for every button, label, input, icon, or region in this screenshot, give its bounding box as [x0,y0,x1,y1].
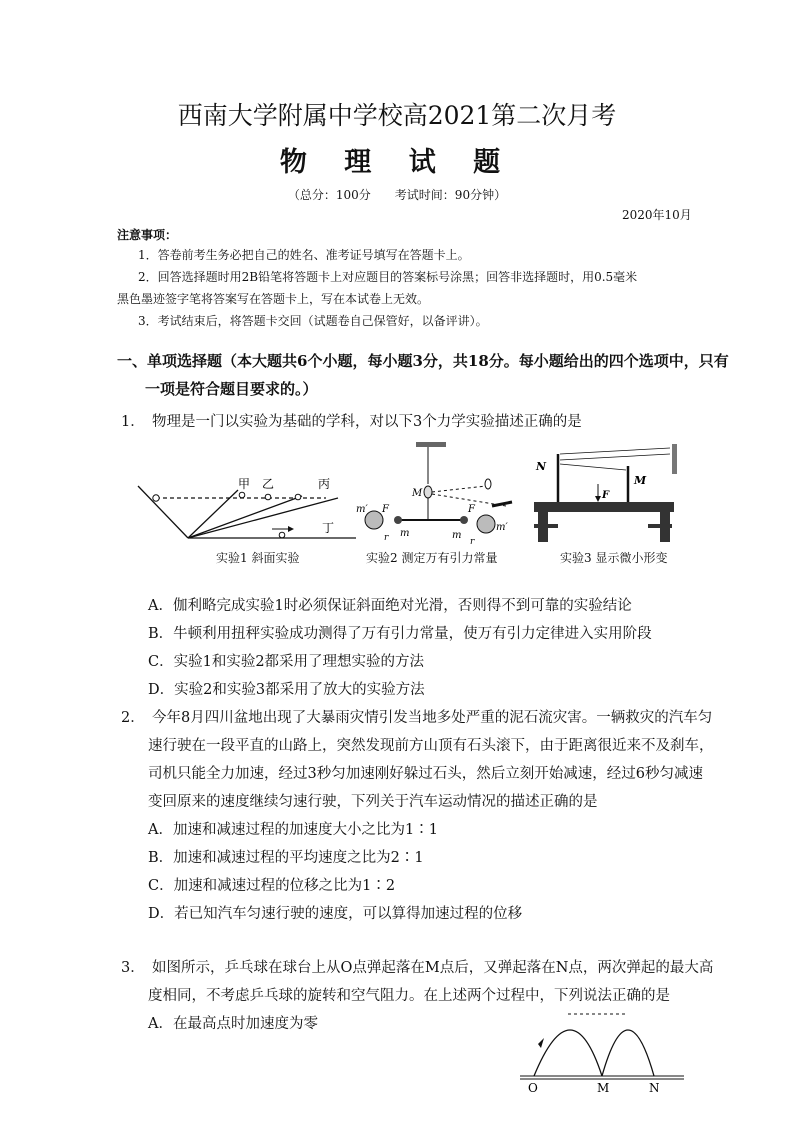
experiment-3-figure [534,444,677,542]
label-M: M [597,1081,610,1095]
label-yi: 乙 [262,477,275,491]
question-3-stem-line-1: 3． 如图所示，乒乓球在球台上从O点弹起落在M点后，又弹起落在N点，两次弹起的最大高 [121,960,714,976]
question-2-option-a: A．加速和减速过程的加速度大小之比为1∶1 [148,822,438,838]
label-F-exp3: F [602,490,610,501]
label-m-right: m [452,530,462,541]
question-3-stem-line-2: 度相同，不考虑乒乓球的旋转和空气阻力。在上述两个过程中，下列说法正确的是 [148,988,670,1004]
section-heading-cont: 一项是符合题目要求的。） [145,380,318,398]
question-2-stem-line-4: 变回原来的速度继续匀速行驶，下列关于汽车运动情况的描述正确的是 [148,794,598,810]
question-2-option-c: C．加速和减速过程的位移之比为1∶2 [148,878,396,894]
label-F-left: F [382,504,389,515]
question-2-stem-line-3: 司机只能全力加速，经过3秒匀加速刚好躲过石头，然后立刻开始减速，经过6秒匀减速 [148,766,703,782]
notice-item-2a: 2．回答选择题时用2B铅笔将答题卡上对应题目的答案标号涂黑；回答非选择题时，用0.5毫米 [138,270,638,284]
question-2-option-b: B．加速和减速过程的平均速度之比为2∶1 [148,850,424,866]
label-N: N [649,1081,660,1095]
caption-experiment-2: 实验2 测定万有引力常量 [366,551,498,565]
notice-heading: 注意事项： [117,228,178,242]
label-m-left: m [400,528,410,539]
label-O: O [528,1081,538,1095]
exam-meta: （总分：100分 考试时间：90分钟） [287,188,507,202]
notice-item-2b: 黑色墨迹签字笔将答案写在答题卡上，写在本试卷上无效。 [117,292,430,306]
label-r-right: r [470,537,475,547]
question-2-option-d: D．若已知汽车匀速行驶的速度，可以算得加速过程的位移 [148,906,523,922]
label-F-right: F [468,504,475,515]
question-1-option-a: A．伽利略完成实验1时必须保证斜面绝对光滑，否则得不到可靠的实验结论 [148,598,632,614]
exam-date: 2020年10月 [622,208,692,222]
question-1-option-b: B．牛顿利用扭秤实验成功测得了万有引力常量，使万有引力定律进入实用阶段 [148,626,652,642]
experiment-1-figure [138,477,356,538]
label-mprime-left: m′ [356,504,368,515]
label-M-exp3: M [634,474,647,487]
notice-item-1: 1．答卷前考生务必把自己的姓名、准考证号填写在答题卡上。 [138,248,470,262]
caption-experiment-1: 实验1 斜面实验 [216,551,300,565]
question-1-option-c: C．实验1和实验2都采用了理想实验的方法 [148,654,425,670]
question-2-stem-line-2: 速行驶在一段平直的山路上，突然发现前方山顶有石头滚下，由于距离很近来不及刹车， [148,738,714,754]
caption-experiment-3: 实验3 显示微小形变 [560,551,668,565]
label-mprime-right: m′ [496,522,508,533]
exam-title: 西南大学附属中学校高2021第二次月考 [177,101,617,130]
label-r-left: r [384,533,389,543]
label-bing: 丙 [318,477,331,491]
question-3-figure [518,1004,688,1100]
notice-item-3: 3．考试结束后，将答题卡交回（试题卷自己保管好，以备评讲）。 [138,314,488,328]
question-2-stem-line-1: 2． 今年8月四川盆地出现了大暴雨灾情引发当地多处严重的泥石流灾害。一辆救灾的汽车匀 [121,710,713,726]
label-jia: 甲 [238,477,251,491]
label-N-exp3: N [536,460,547,473]
question-1-stem: 1． 物理是一门以实验为基础的学科，对以下3个力学实验描述正确的是 [121,414,582,430]
section-heading: 一、单项选择题（本大题共6个小题，每小题3分，共18分。每小题给出的四个选项中，只有 [117,352,729,370]
question-3-option-a: A．在最高点时加速度为零 [148,1016,318,1032]
question-1-option-d: D．实验2和实验3都采用了放大的实验方法 [148,682,425,698]
label-M-exp2: M [412,488,423,499]
label-ding: 丁 [322,521,335,535]
subject-title: 物 理 试 题 [279,147,515,178]
experiment-2-figure [356,442,512,547]
